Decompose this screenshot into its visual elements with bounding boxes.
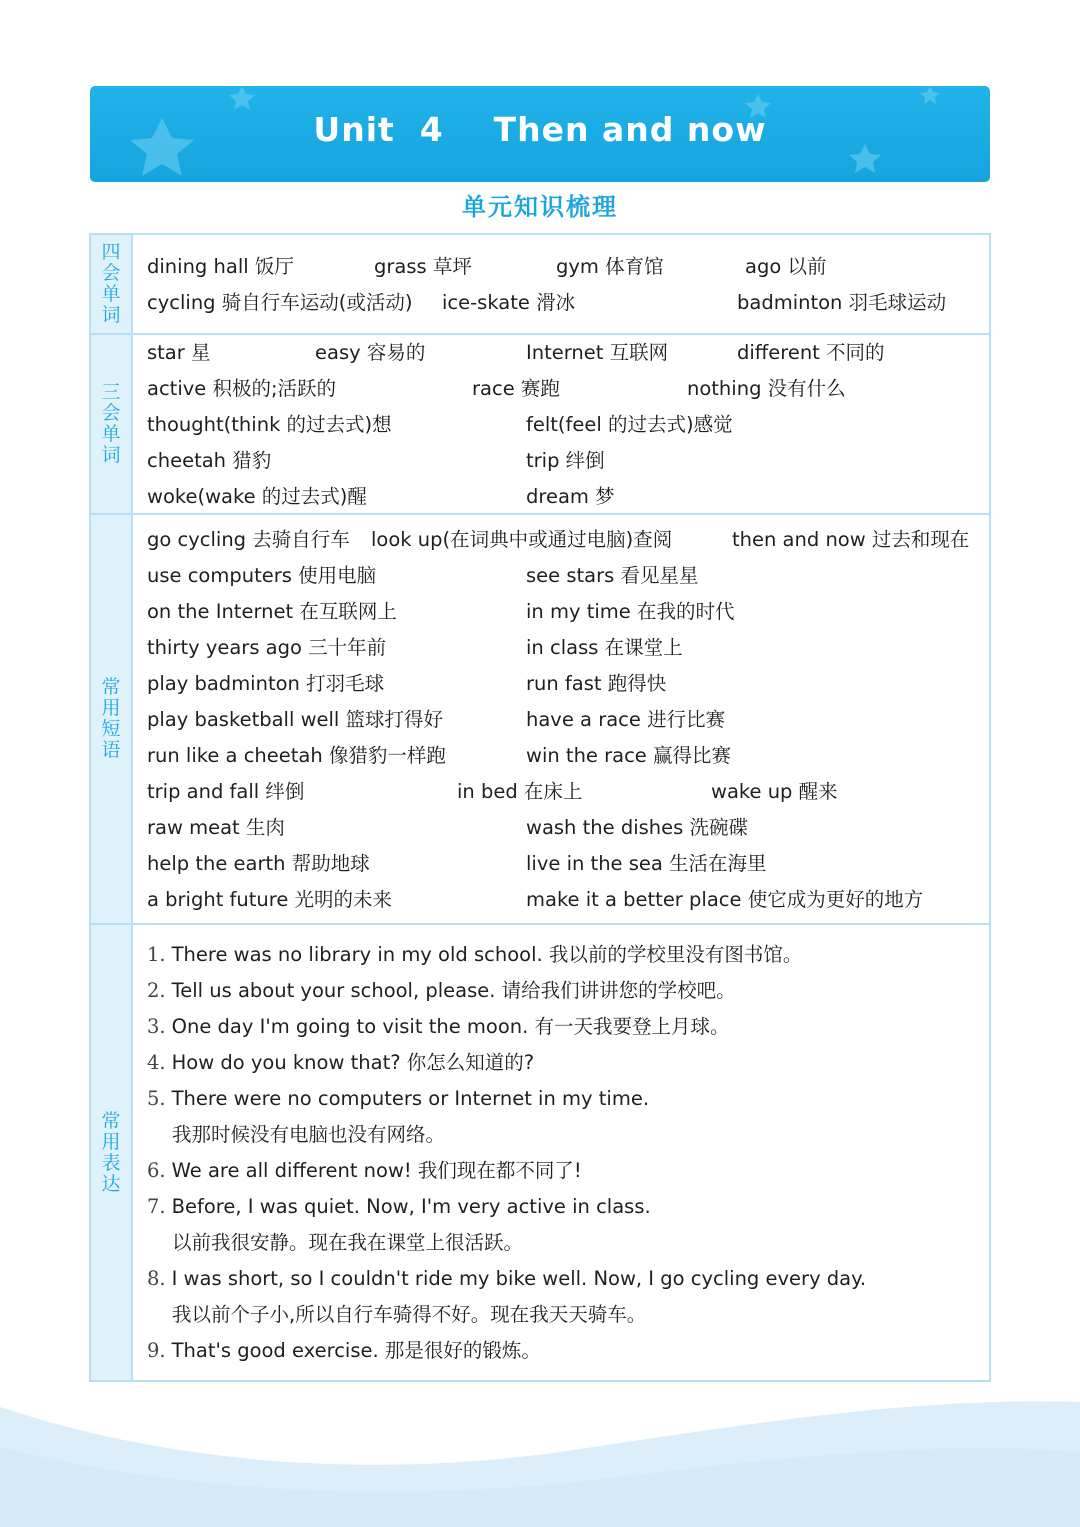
- sentence-item: 5. There were no computers or Internet in my time.: [147, 1087, 650, 1110]
- bottom-wave-decoration: [0, 1357, 1080, 1527]
- phrase-item: run like a cheetah 像猎豹一样跑: [147, 744, 446, 767]
- phrase-item: help the earth 帮助地球: [147, 852, 370, 875]
- unit-title: Unit 4 Then and now: [313, 110, 767, 149]
- phrase-item: win the race 赢得比赛: [526, 744, 732, 767]
- word-item: Internet 互联网: [526, 341, 669, 364]
- word-item: grass 草坪: [374, 255, 472, 278]
- word-item: dream 梦: [526, 485, 615, 508]
- phrase-item: run fast 跑得快: [526, 672, 667, 695]
- phrase-item: wake up 醒来: [711, 780, 838, 803]
- word-item: thought(think 的过去式)想: [147, 413, 392, 436]
- phrase-item: wash the dishes 洗碗碟: [526, 816, 748, 839]
- unit-title-banner: [90, 86, 990, 182]
- phrase-item: live in the sea 生活在海里: [526, 852, 767, 875]
- section-subtitle: 单元知识梳理: [462, 193, 618, 221]
- phrase-item: look up(在词典中或通过电脑)查阅: [371, 528, 673, 551]
- phrase-item: make it a better place 使它成为更好的地方: [526, 888, 924, 911]
- sentence-item: 3. One day I'm going to visit the moon. 有一天我要登上月球。: [147, 1015, 730, 1038]
- section-common-phrases: [91, 515, 989, 925]
- section-label-cell: [91, 235, 133, 333]
- star-icon: [920, 86, 940, 104]
- phrase-item: in my time 在我的时代: [526, 600, 735, 623]
- phrase-item: then and now 过去和现在: [732, 528, 970, 551]
- phrase-item: have a race 进行比赛: [526, 708, 726, 731]
- word-item: ago 以前: [745, 255, 827, 278]
- section-three-skill-words: [91, 335, 989, 515]
- section-four-skill-words: [91, 235, 989, 335]
- sentence-item: 6. We are all different now! 我们现在都不同了!: [147, 1159, 582, 1182]
- phrase-item: a bright future 光明的未来: [147, 888, 393, 911]
- knowledge-table: [89, 233, 991, 1382]
- section-label-cell: [91, 335, 133, 513]
- phrase-item: see stars 看见星星: [526, 564, 699, 587]
- sentence-translation: 我以前个子小,所以自行车骑得不好。现在我天天骑车。: [172, 1303, 647, 1326]
- sentence-item: 2. Tell us about your school, please. 请给我们讲讲您的学校吧。: [147, 979, 736, 1002]
- word-item: dining hall 饭厅: [147, 255, 294, 278]
- word-item: badminton 羽毛球运动: [737, 291, 947, 314]
- sentence-item: 8. I was short, so I couldn't ride my bike well. Now, I go cycling every day.: [147, 1267, 867, 1290]
- star-icon: [229, 86, 255, 110]
- sentence-item: 9. That's good exercise. 那是很好的锻炼。: [147, 1339, 541, 1362]
- word-item: easy 容易的: [315, 341, 426, 364]
- phrase-item: in class 在课堂上: [526, 636, 683, 659]
- word-item: nothing 没有什么: [687, 377, 846, 400]
- sentence-item: 4. How do you know that? 你怎么知道的?: [147, 1051, 535, 1074]
- section-label: 常 用 短 语: [101, 676, 121, 761]
- phrase-item: trip and fall 绊倒: [147, 780, 305, 803]
- sentence-item: 7. Before, I was quiet. Now, I'm very active in class.: [147, 1195, 651, 1218]
- sentence-item: 1. There was no library in my old school. 我以前的学校里没有图书馆。: [147, 943, 803, 966]
- phrase-item: play badminton 打羽毛球: [147, 672, 385, 695]
- section-common-expressions: [91, 925, 989, 1380]
- section-label-cell: [91, 925, 133, 1380]
- word-item: felt(feel 的过去式)感觉: [526, 413, 733, 436]
- word-item: active 积极的;活跃的: [147, 377, 337, 400]
- word-item: star 星: [147, 341, 211, 364]
- word-item: race 赛跑: [472, 377, 560, 400]
- word-item: different 不同的: [737, 341, 885, 364]
- section-label: 三 会 单 词: [101, 381, 121, 466]
- word-item: ice-skate 滑冰: [442, 291, 576, 314]
- phrase-item: in bed 在床上: [457, 780, 583, 803]
- section-label-cell: [91, 515, 133, 923]
- phrase-item: use computers 使用电脑: [147, 564, 377, 587]
- word-item: cycling 骑自行车运动(或活动): [147, 291, 413, 314]
- phrase-item: on the Internet 在互联网上: [147, 600, 397, 623]
- section-label: 常 用 表 达: [101, 1109, 121, 1195]
- phrase-item: thirty years ago 三十年前: [147, 636, 387, 659]
- word-item: woke(wake 的过去式)醒: [147, 485, 367, 508]
- word-item: trip 绊倒: [526, 449, 605, 472]
- phrase-item: play basketball well 篮球打得好: [147, 708, 444, 731]
- phrase-item: raw meat 生肉: [147, 816, 285, 839]
- sentence-translation: 我那时候没有电脑也没有网络。: [172, 1123, 446, 1146]
- word-item: cheetah 猎豹: [147, 449, 272, 472]
- phrase-item: go cycling 去骑自行车: [147, 528, 350, 551]
- word-item: gym 体育馆: [556, 255, 664, 278]
- sentence-translation: 以前我很安静。现在我在课堂上很活跃。: [172, 1231, 524, 1254]
- section-label: 四 会 单 词: [101, 241, 121, 326]
